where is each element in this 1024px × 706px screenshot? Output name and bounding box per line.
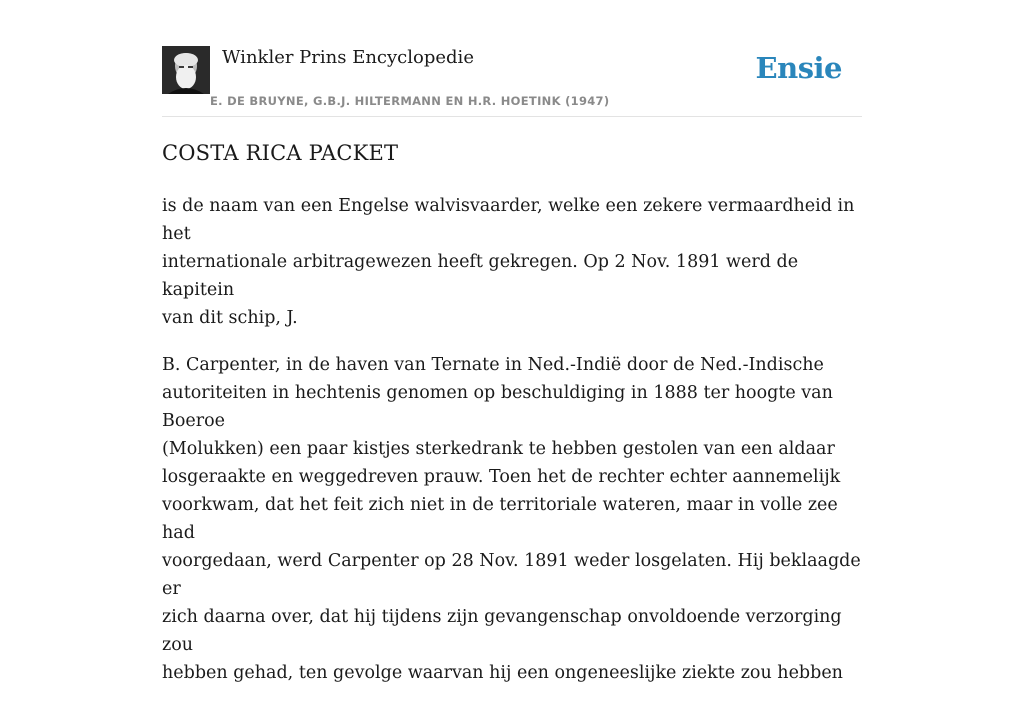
page-header <box>162 46 862 117</box>
source-title[interactable]: Winkler Prins Encyclopedie <box>222 47 474 68</box>
entry-paragraph-1: is de naam van een Engelse walvisvaarder, welke een zekere vermaardheid in het internationale arbitragewezen heeft gekregen. Op 2 Nov. 1891 werd de kapitein van dit schip, J. <box>162 196 855 328</box>
portrait-avatar-icon[interactable] <box>162 46 210 94</box>
source-authors: E. DE BRUYNE, G.B.J. HILTERMANN EN H.R. HOETINK (1947) <box>210 94 610 108</box>
ensie-logo[interactable]: Ensie <box>755 51 842 85</box>
portrait-image <box>162 46 210 94</box>
entry-paragraph-2: B. Carpenter, in de haven van Ternate in Ned.-Indië door de Ned.-Indische autoriteiten in hechtenis genomen op beschuldiging in 1888 ter hoogte van Boeroe (Molukken) een paar kistjes sterkedrank te hebben gestolen van een aldaar losgeraakte en weggedreven prauw. Toen het de rechter echter aannemelijk voorkwam, dat het feit zich niet in de territoriale wateren, maar in volle zee had voorgedaan, werd Carpenter op 28 Nov. 1891 weder losgelaten. Hij beklaagde er zich daarna over, dat hij tijdens zijn gevangenschap onvoldoende verzorging zou hebben gehad, ten gevolge waarvan hij een ongeneeslijke ziekte zou hebben <box>162 355 861 683</box>
entry-content <box>162 192 862 706</box>
entry-title: COSTA RICA PACKET <box>162 141 399 165</box>
